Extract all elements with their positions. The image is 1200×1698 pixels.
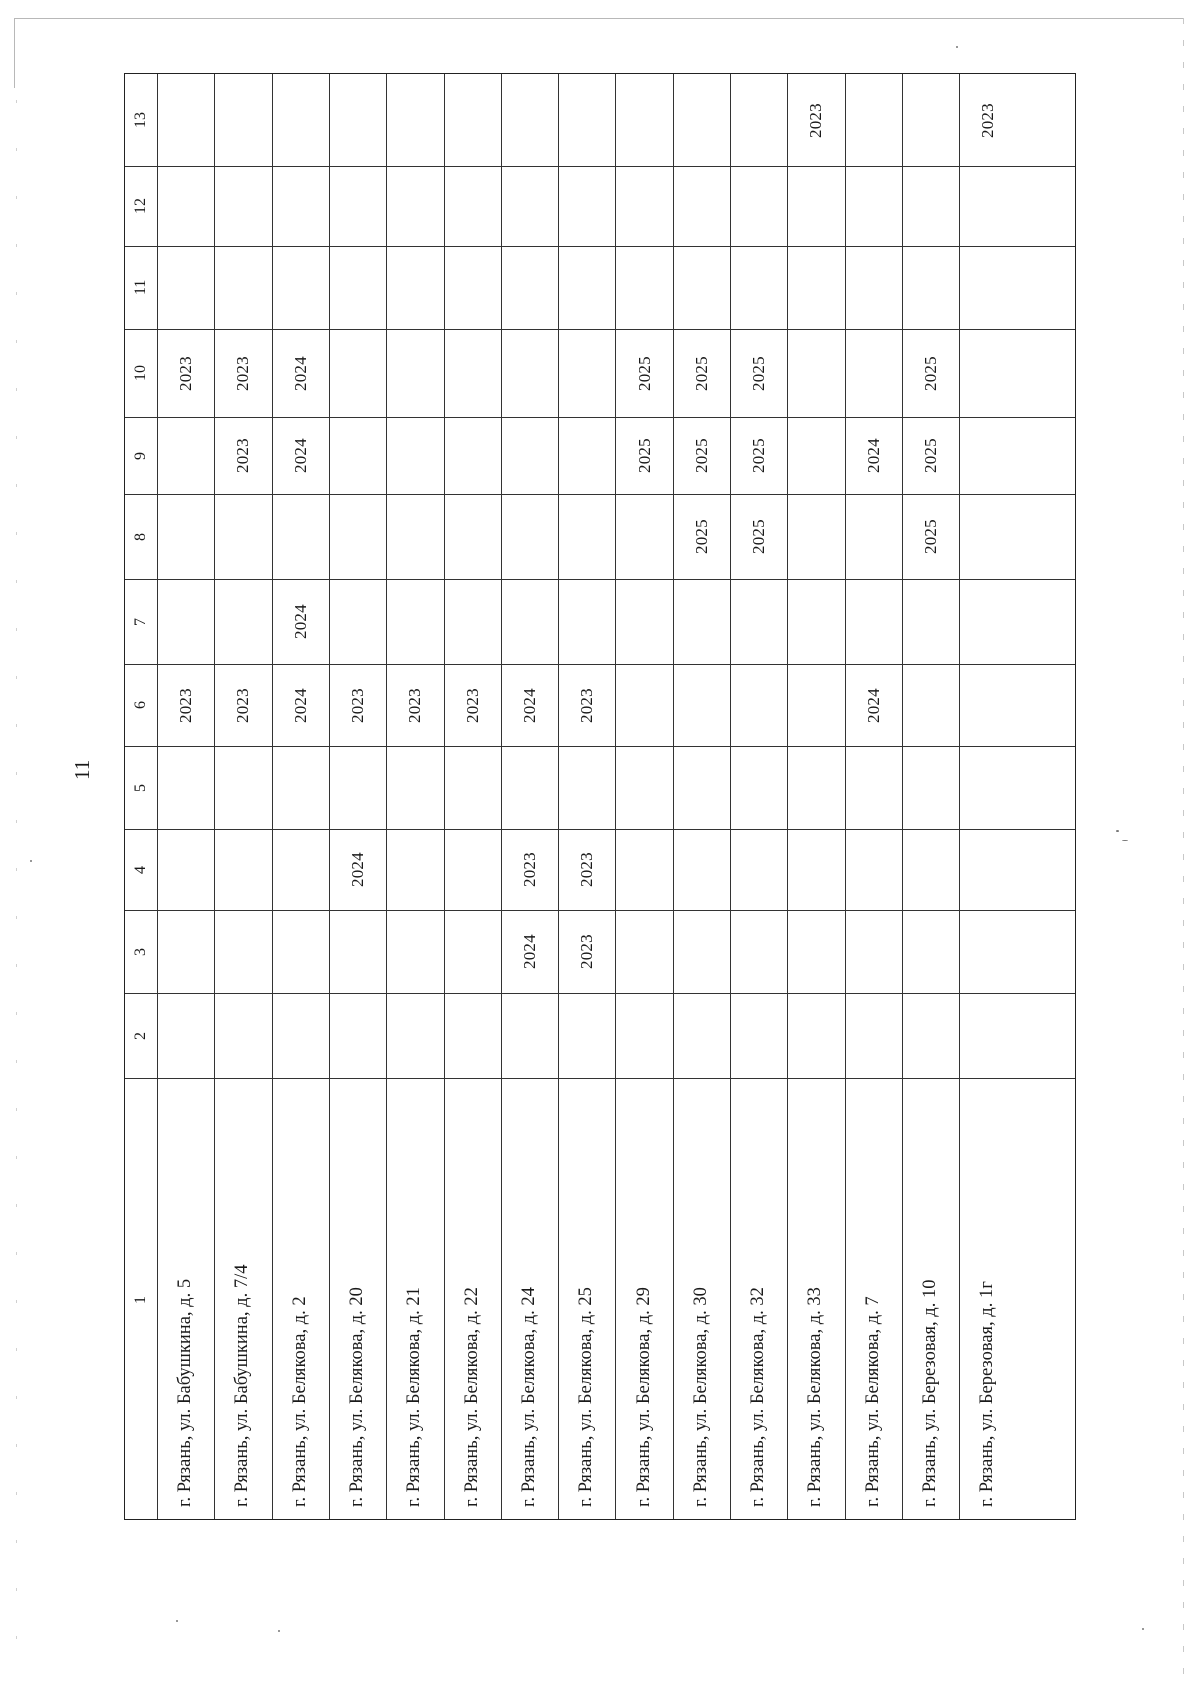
address-cell: г. Рязань, ул. Белякова, д. 30 — [690, 1287, 711, 1507]
year-cell-col-6: 2024 — [519, 687, 539, 723]
column-divider — [125, 829, 1075, 830]
address-cell: г. Рязань, ул. Березовая, д. 10 — [920, 1279, 941, 1507]
year-cell-col-6: 2024 — [290, 687, 310, 723]
column-divider — [125, 166, 1075, 167]
year-cell-col-6: 2024 — [863, 687, 883, 723]
scan-speck — [1142, 1628, 1144, 1630]
column-divider — [125, 579, 1075, 580]
row-divider — [730, 74, 731, 1519]
year-cell-col-13: 2023 — [806, 102, 826, 138]
year-cell-col-6: 2023 — [405, 687, 425, 723]
row-divider — [558, 74, 559, 1519]
row-divider — [214, 74, 215, 1519]
data-table — [124, 73, 1076, 1520]
column-header-12: 12 — [132, 198, 149, 214]
row-divider — [501, 74, 502, 1519]
column-header-9: 9 — [132, 451, 149, 460]
column-header-3: 3 — [132, 947, 149, 956]
row-divider — [386, 74, 387, 1519]
scan-edge-left — [14, 18, 15, 88]
year-cell-col-9: 2023 — [233, 438, 253, 473]
column-header-4: 4 — [132, 865, 149, 874]
column-divider — [125, 993, 1075, 994]
column-divider — [125, 910, 1075, 911]
address-cell: г. Рязань, ул. Белякова, д. 32 — [748, 1287, 769, 1507]
scan-speck — [956, 46, 958, 48]
address-cell: г. Рязань, ул. Белякова, д. 2 — [289, 1296, 310, 1507]
year-cell-col-10: 2025 — [921, 355, 941, 391]
row-divider — [444, 74, 445, 1519]
year-cell-col-8: 2025 — [691, 519, 711, 554]
year-cell-col-4: 2023 — [577, 852, 597, 887]
page-number: 11 — [70, 759, 94, 780]
year-cell-col-9: 2025 — [634, 438, 654, 473]
year-cell-col-6: 2023 — [577, 687, 597, 723]
year-cell-col-13: 2023 — [978, 102, 998, 138]
year-cell-col-7: 2024 — [290, 604, 310, 639]
scan-speck — [176, 1620, 178, 1622]
year-cell-col-10: 2023 — [233, 355, 253, 391]
address-cell: г. Рязань, ул. Белякова, д. 29 — [633, 1287, 654, 1507]
column-header-5: 5 — [132, 783, 149, 792]
year-cell-col-6: 2023 — [462, 687, 482, 723]
column-header-2: 2 — [132, 1031, 149, 1040]
address-cell: г. Рязань, ул. Белякова, д. 33 — [805, 1287, 826, 1507]
year-cell-col-3: 2024 — [519, 934, 539, 969]
column-header-7: 7 — [132, 617, 149, 626]
scan-speck — [1116, 830, 1119, 832]
year-cell-col-6: 2023 — [176, 687, 196, 723]
address-cell: г. Рязань, ул. Белякова, д. 21 — [404, 1287, 425, 1507]
address-cell: г. Рязань, ул. Бабушкина, д. 5 — [175, 1278, 196, 1507]
row-divider — [272, 74, 273, 1519]
year-cell-col-9: 2025 — [921, 438, 941, 473]
row-divider — [787, 74, 788, 1519]
column-header-8: 8 — [132, 532, 149, 541]
year-cell-col-10: 2025 — [691, 355, 711, 391]
row-divider — [959, 74, 960, 1519]
address-cell: г. Рязань, ул. Березовая, д. 1г — [977, 1281, 998, 1507]
year-cell-col-10: 2024 — [290, 355, 310, 391]
address-cell: г. Рязань, ул. Белякова, д. 24 — [518, 1287, 539, 1507]
column-divider — [125, 494, 1075, 495]
scan-speck — [278, 1630, 280, 1632]
column-header-13: 13 — [132, 112, 149, 128]
year-cell-col-10: 2025 — [749, 355, 769, 391]
column-header-1: 1 — [132, 1295, 149, 1304]
scan-edge-top — [14, 18, 1184, 19]
address-cell: г. Рязань, ул. Белякова, д. 7 — [862, 1296, 883, 1507]
column-header-11: 11 — [132, 279, 149, 295]
year-cell-col-10: 2025 — [634, 355, 654, 391]
address-cell: г. Рязань, ул. Белякова, д. 22 — [461, 1287, 482, 1507]
scan-edge-right — [1183, 18, 1184, 1678]
address-cell: г. Рязань, ул. Бабушкина, д. 7/4 — [232, 1264, 253, 1507]
row-divider — [902, 74, 903, 1519]
year-cell-col-4: 2023 — [519, 852, 539, 887]
scan-speck — [30, 860, 32, 862]
row-divider — [615, 74, 616, 1519]
address-cell: г. Рязань, ул. Белякова, д. 25 — [576, 1287, 597, 1507]
year-cell-col-6: 2023 — [233, 687, 253, 723]
year-cell-col-9: 2025 — [749, 438, 769, 473]
column-divider — [125, 417, 1075, 418]
row-divider — [157, 74, 158, 1519]
year-cell-col-8: 2025 — [749, 519, 769, 554]
year-cell-col-10: 2023 — [176, 355, 196, 391]
year-cell-col-9: 2025 — [691, 438, 711, 473]
year-cell-col-9: 2024 — [290, 438, 310, 473]
address-cell: г. Рязань, ул. Белякова, д. 20 — [347, 1287, 368, 1507]
column-divider — [125, 246, 1075, 247]
column-header-6: 6 — [132, 701, 149, 709]
column-divider — [125, 746, 1075, 747]
scan-edge-left-dashed — [16, 100, 17, 1660]
row-divider — [673, 74, 674, 1519]
year-cell-col-4: 2024 — [348, 852, 368, 887]
column-header-10: 10 — [132, 365, 149, 381]
row-divider — [329, 74, 330, 1519]
row-divider — [845, 74, 846, 1519]
column-divider — [125, 664, 1075, 665]
column-divider — [125, 1078, 1075, 1079]
year-cell-col-8: 2025 — [921, 519, 941, 554]
year-cell-col-9: 2024 — [863, 438, 883, 473]
year-cell-col-6: 2023 — [348, 687, 368, 723]
year-cell-col-3: 2023 — [577, 934, 597, 969]
column-divider — [125, 329, 1075, 330]
scan-speck — [1122, 840, 1128, 841]
